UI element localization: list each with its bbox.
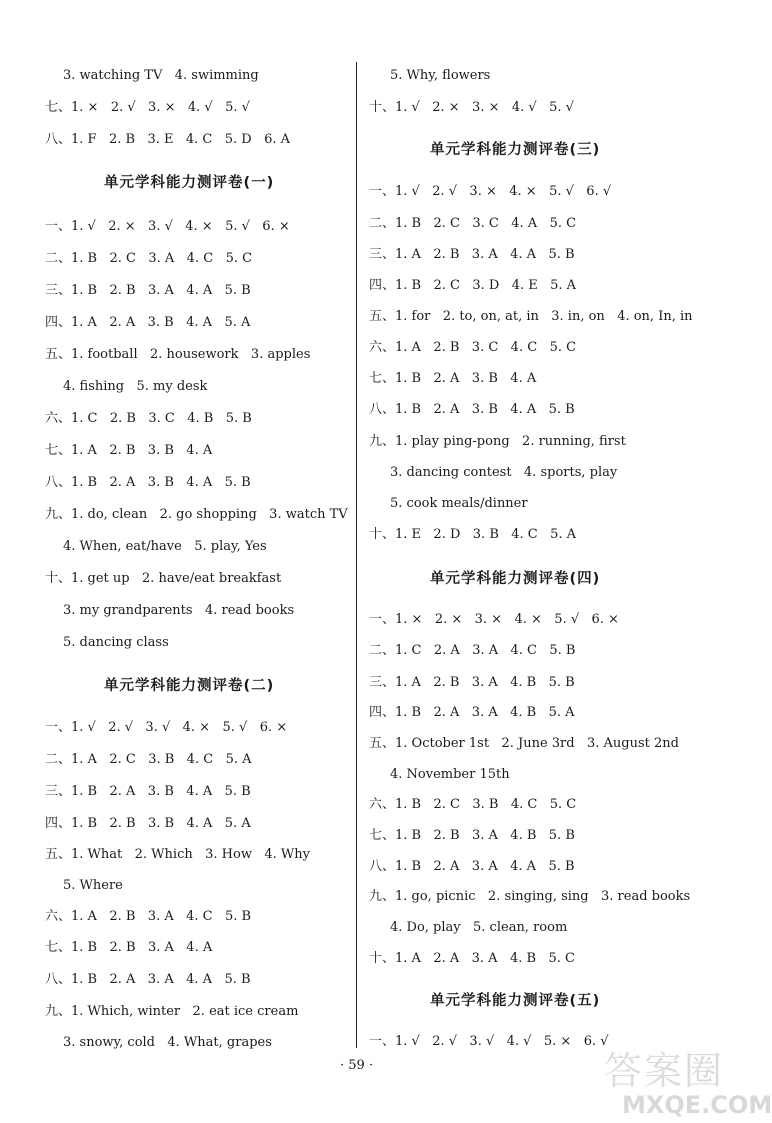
page-number: · 59 · [340, 1058, 374, 1073]
answer-line: 三、1. A 2. B 3. A 4. B 5. B [369, 675, 575, 690]
answer-line: 五、1. October 1st 2. June 3rd 3. August 2nd [369, 736, 679, 751]
answer-line: 一、1. √ 2. √ 3. × 4. × 5. √ 6. √ [369, 184, 612, 199]
answer-line: 八、1. B 2. A 3. A 4. A 5. B [369, 859, 575, 874]
answer-line: 八、1. B 2. A 3. A 4. A 5. B [45, 972, 251, 987]
section-heading: 单元学科能力测评卷(三) [430, 142, 601, 158]
answer-line: 4. November 15th [390, 767, 510, 782]
answer-line: 4. fishing 5. my desk [63, 379, 208, 394]
answer-line: 七、1. B 2. B 3. A 4. A [45, 940, 213, 955]
answer-line: 九、1. do, clean 2. go shopping 3. watch TV [45, 507, 348, 522]
answer-line: 二、1. B 2. C 3. A 4. C 5. C [45, 251, 253, 266]
section-heading: 单元学科能力测评卷(四) [430, 571, 601, 587]
answer-line: 七、1. B 2. A 3. B 4. A [369, 371, 537, 386]
right-column [355, 0, 750, 1123]
answer-line: 五、1. for 2. to, on, at, in 3. in, on 4. on, In, in [369, 309, 693, 324]
answer-line: 六、1. B 2. C 3. B 4. C 5. C [369, 797, 577, 812]
answer-line: 三、1. A 2. B 3. A 4. A 5. B [369, 247, 575, 262]
answer-line: 5. Why, flowers [390, 68, 491, 83]
answer-line: 四、1. A 2. A 3. B 4. A 5. A [45, 315, 251, 330]
answer-line: 一、1. × 2. × 3. × 4. × 5. √ 6. × [369, 612, 619, 627]
answer-line: 4. When, eat/have 5. play, Yes [63, 539, 267, 554]
answer-line: 3. my grandparents 4. read books [63, 603, 295, 618]
answer-line: 3. dancing contest 4. sports, play [390, 465, 618, 480]
answer-line: 九、1. play ping-pong 2. running, first [369, 434, 626, 449]
answer-line: 十、1. A 2. A 3. A 4. B 5. C [369, 951, 575, 966]
answer-line: 十、1. get up 2. have/eat breakfast [45, 571, 282, 586]
answer-line: 五、1. football 2. housework 3. apples [45, 347, 311, 362]
watermark-logo [604, 1049, 772, 1120]
section-heading: 单元学科能力测评卷(一) [104, 175, 275, 191]
answer-line: 九、1. go, picnic 2. singing, sing 3. read books [369, 889, 691, 904]
answer-line: 七、1. × 2. √ 3. × 4. √ 5. √ [45, 100, 250, 115]
answer-line: 四、1. B 2. B 3. B 4. A 5. A [45, 816, 251, 831]
answer-line: 十、1. E 2. D 3. B 4. C 5. A [369, 527, 577, 542]
answer-line: 4. Do, play 5. clean, room [390, 920, 568, 935]
answer-line: 九、1. Which, winter 2. eat ice cream [45, 1004, 299, 1019]
answer-line: 八、1. B 2. A 3. B 4. A 5. B [45, 475, 251, 490]
answer-line: 3. watching TV 4. swimming [63, 68, 259, 83]
watermark-logo-text: 答案圈 [604, 1049, 725, 1093]
watermark-url-text: MXQE.COM [622, 1091, 772, 1119]
section-heading: 单元学科能力测评卷(二) [104, 678, 275, 694]
answer-line: 六、1. C 2. B 3. C 4. B 5. B [45, 411, 252, 426]
answer-line: 一、1. √ 2. √ 3. √ 4. × 5. √ 6. × [45, 720, 288, 735]
answer-line: 二、1. B 2. C 3. C 4. A 5. C [369, 216, 577, 231]
answer-line: 一、1. √ 2. × 3. √ 4. × 5. √ 6. × [45, 219, 290, 234]
answer-line: 五、1. What 2. Which 3. How 4. Why [45, 847, 310, 862]
answer-line: 六、1. A 2. B 3. C 4. C 5. C [369, 340, 577, 355]
answer-line: 二、1. C 2. A 3. A 4. C 5. B [369, 643, 576, 658]
left-column [0, 0, 355, 1123]
answer-line: 3. snowy, cold 4. What, grapes [63, 1035, 272, 1050]
answer-line: 四、1. B 2. C 3. D 4. E 5. A [369, 278, 577, 293]
answer-line: 5. Where [63, 878, 123, 893]
answer-line: 一、1. √ 2. √ 3. √ 4. √ 5. × 6. √ [369, 1034, 609, 1049]
answer-line: 三、1. B 2. B 3. A 4. A 5. B [45, 283, 251, 298]
answer-line: 十、1. √ 2. × 3. × 4. √ 5. √ [369, 100, 574, 115]
answer-line: 六、1. A 2. B 3. A 4. C 5. B [45, 909, 252, 924]
answer-line: 八、1. F 2. B 3. E 4. C 5. D 6. A [45, 132, 291, 147]
answer-line: 二、1. A 2. C 3. B 4. C 5. A [45, 752, 252, 767]
answer-line: 四、1. B 2. A 3. A 4. B 5. A [369, 705, 575, 720]
answer-line: 八、1. B 2. A 3. B 4. A 5. B [369, 402, 575, 417]
answer-line: 七、1. B 2. B 3. A 4. B 5. B [369, 828, 575, 843]
answer-line: 5. cook meals/dinner [390, 496, 528, 511]
section-heading: 单元学科能力测评卷(五) [430, 993, 601, 1009]
answer-line: 5. dancing class [63, 635, 169, 650]
answer-line: 三、1. B 2. A 3. B 4. A 5. B [45, 784, 251, 799]
answer-line: 七、1. A 2. B 3. B 4. A [45, 443, 213, 458]
